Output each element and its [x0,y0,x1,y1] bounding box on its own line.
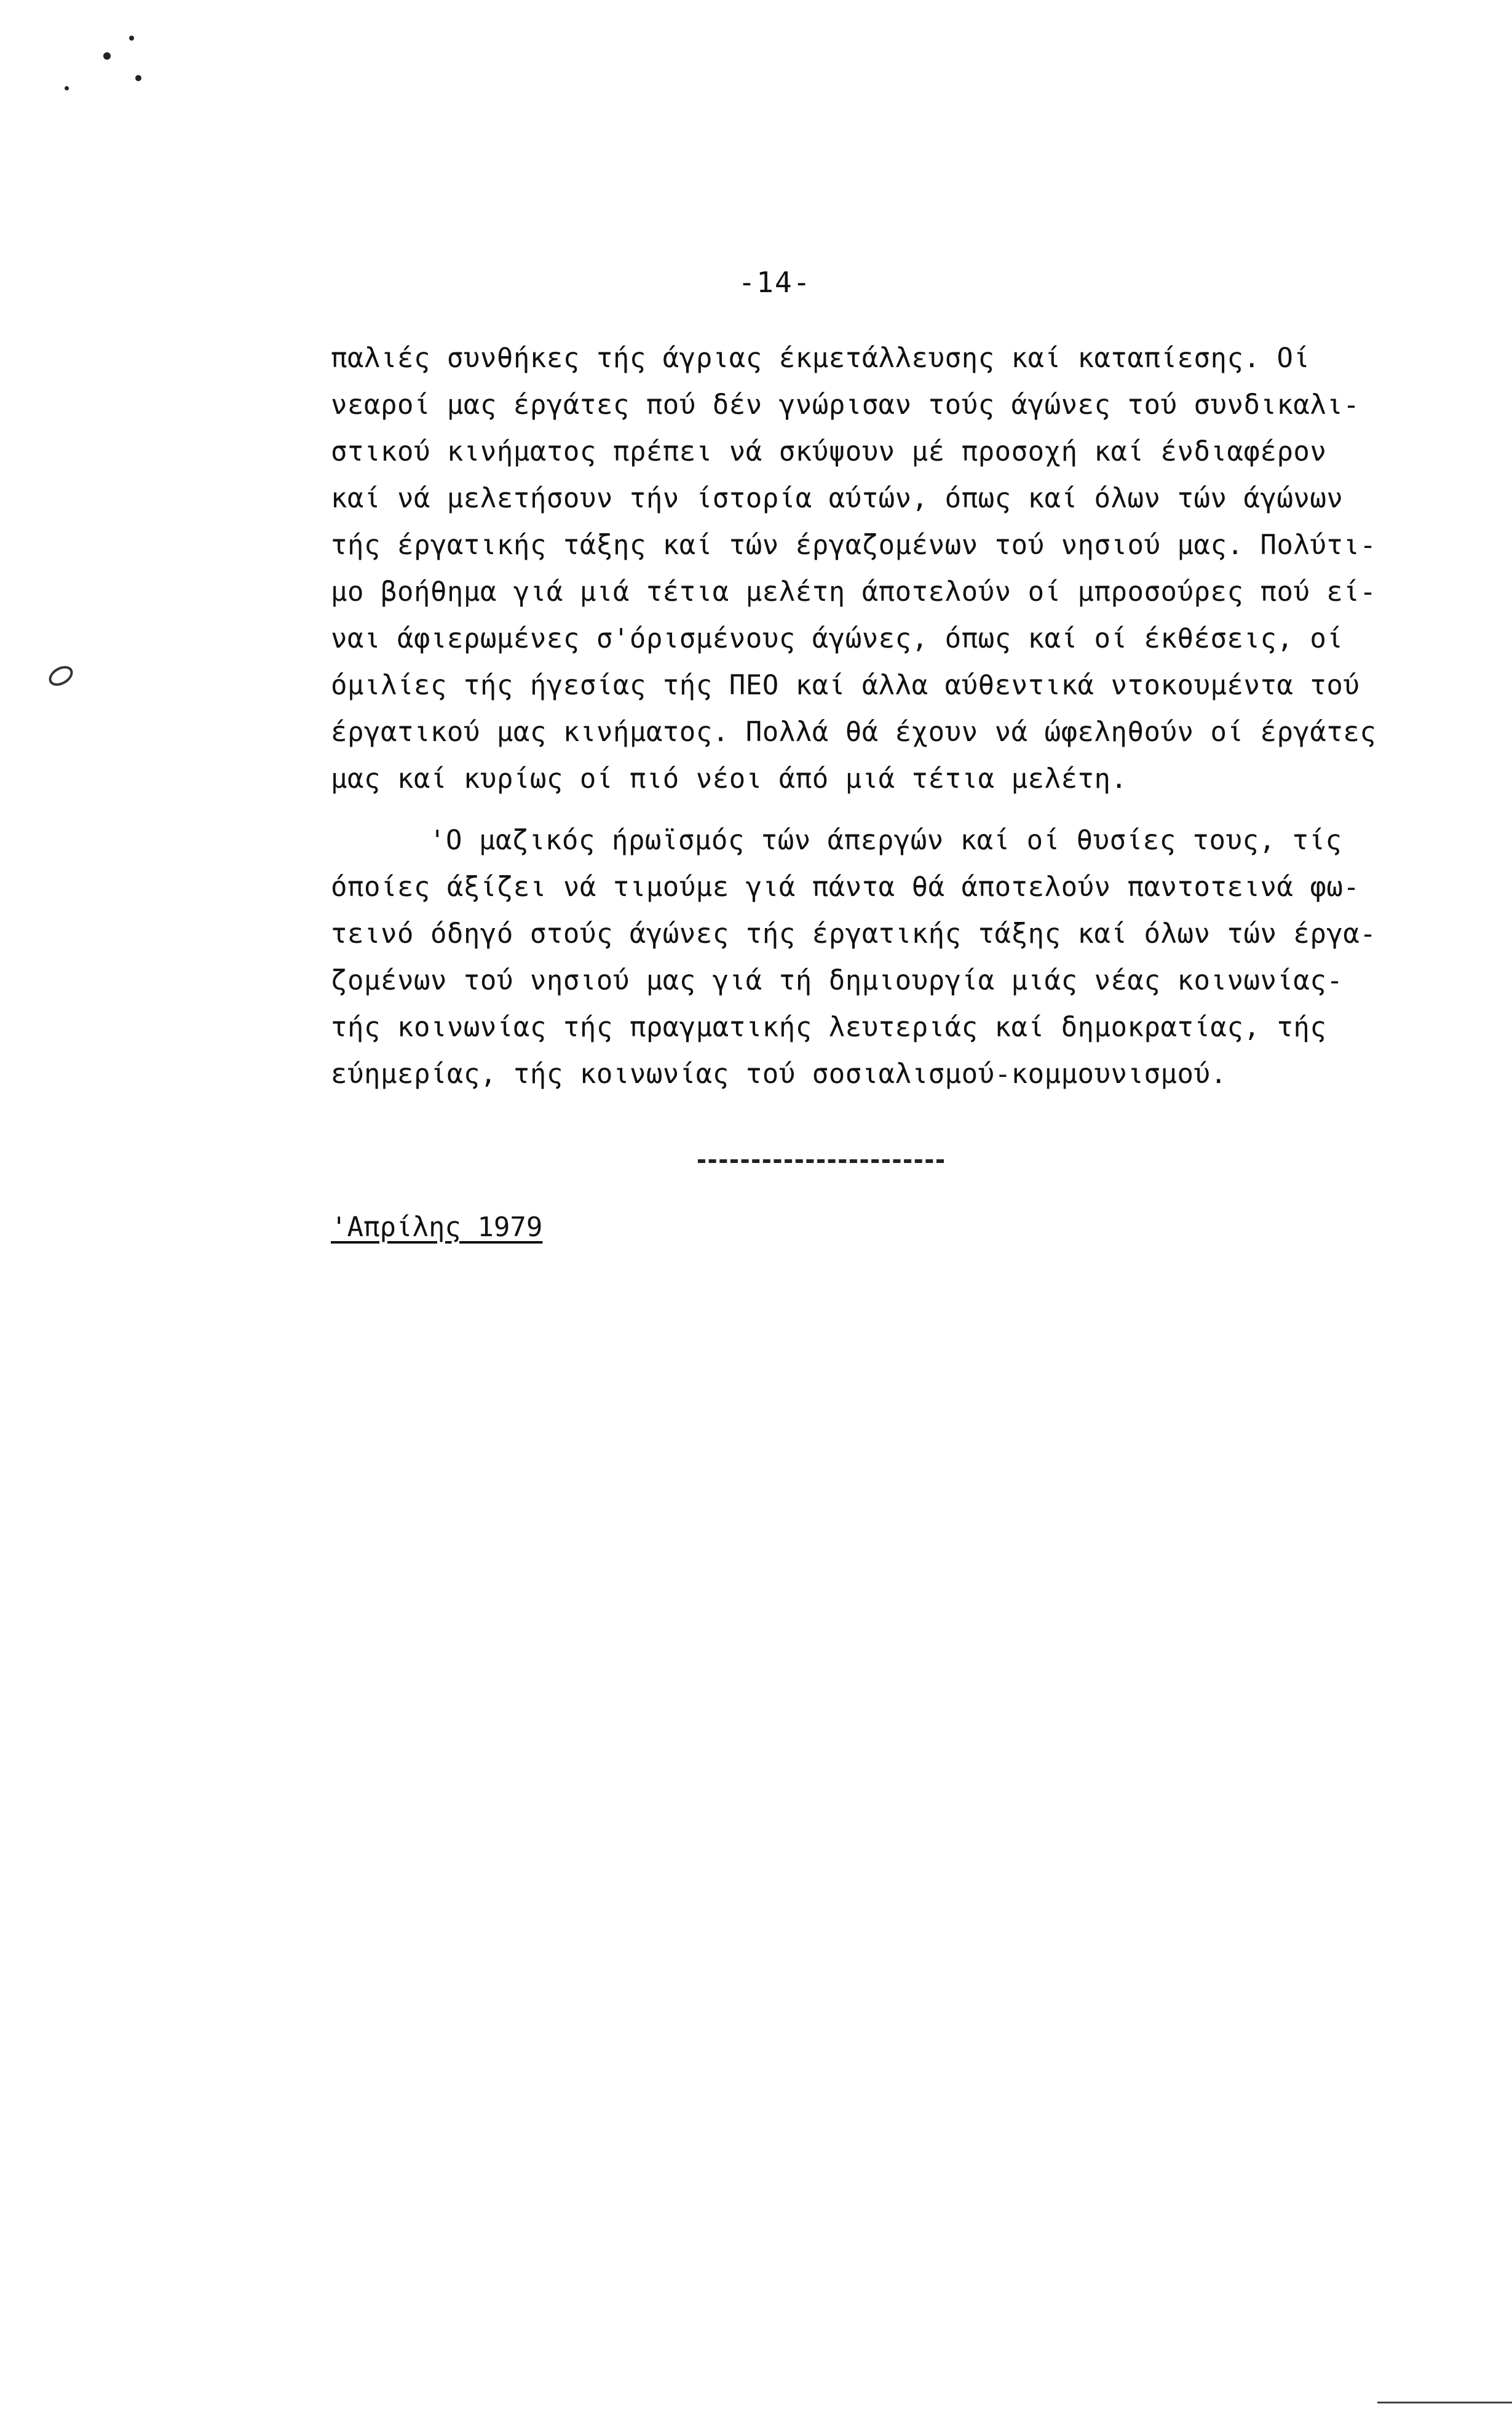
text-line: τής έργατικής τάξης καί τών έργαζομένων τού νησιού μας. Πολύτι- [331,530,1377,561]
scan-speck [65,86,69,90]
text-line: καί νά μελετήσουν τήν ίστορία αύτών, όπως καί όλων τών άγώνων [331,483,1344,514]
text-line: εύημερίας, τής κοινωνίας τού σοσιαλισμού-κομμουνισμού. [331,1058,1227,1090]
text-line: ναι άφιερωμένες σ'όρισμένους άγώνες, όπως καί οί έκθέσεις, οί [331,623,1344,654]
text-line: ζομένων τού νησιού μας γιά τή δημιουργία μιάς νέας κοινωνίας- [331,965,1344,996]
scan-speck [103,52,111,60]
dashed-separator [698,1159,944,1163]
margin-mark [46,662,76,689]
text-line: μας καί κυρίως οί πιό νέοι άπό μιά τέτια μελέτη. [331,763,1128,795]
text-line: τής κοινωνίας τής πραγματικής λευτεριάς καί δημοκρατίας, τής [331,1012,1327,1043]
text-line: μο βοήθημα γιά μιά τέτια μελέτη άποτελούν οί μπροσούρες πού εί- [331,576,1377,608]
scan-edge-line [1377,2402,1512,2403]
text-line: όμιλίες τής ήγεσίας τής ΠΕΟ καί άλλα αύθεντικά ντοκουμέντα τού [331,670,1360,701]
page-number: -14- [738,266,812,299]
paragraph-2 [331,817,1493,1098]
text-line: τεινό όδηγό στούς άγώνες τής έργατικής τάξης καί όλων τών έργα- [331,918,1377,950]
text-line: παλιές συνθήκες τής άγριας έκμετάλλευσης καί καταπίεσης. Οί [331,343,1310,374]
date-signature: 'Απρίλης 1979 [331,1212,543,1243]
text-line: νεαροί μας έργάτες πού δέν γνώρισαν τούς άγώνες τού συνδικαλι- [331,389,1360,421]
paragraph-1 [331,335,1493,803]
text-line: στικού κινήματος πρέπει νά σκύψουν μέ προσοχή καί ένδιαφέρον [331,436,1327,467]
scan-speck [129,36,134,41]
paragraph-gap [331,803,1493,817]
text-line: έργατικού μας κινήματος. Πολλά θά έχουν νά ώφεληθούν οί έργάτες [331,716,1377,748]
scan-speck [135,75,141,81]
text-line: 'Ο μαζικός ήρωϊσμός τών άπεργών καί οί θυσίες τους, τίς [429,825,1342,856]
text-line: όποίες άξίζει νά τιμούμε γιά πάντα θά άποτελούν παντοτεινά φω- [331,871,1360,903]
body-text [331,335,1493,1098]
